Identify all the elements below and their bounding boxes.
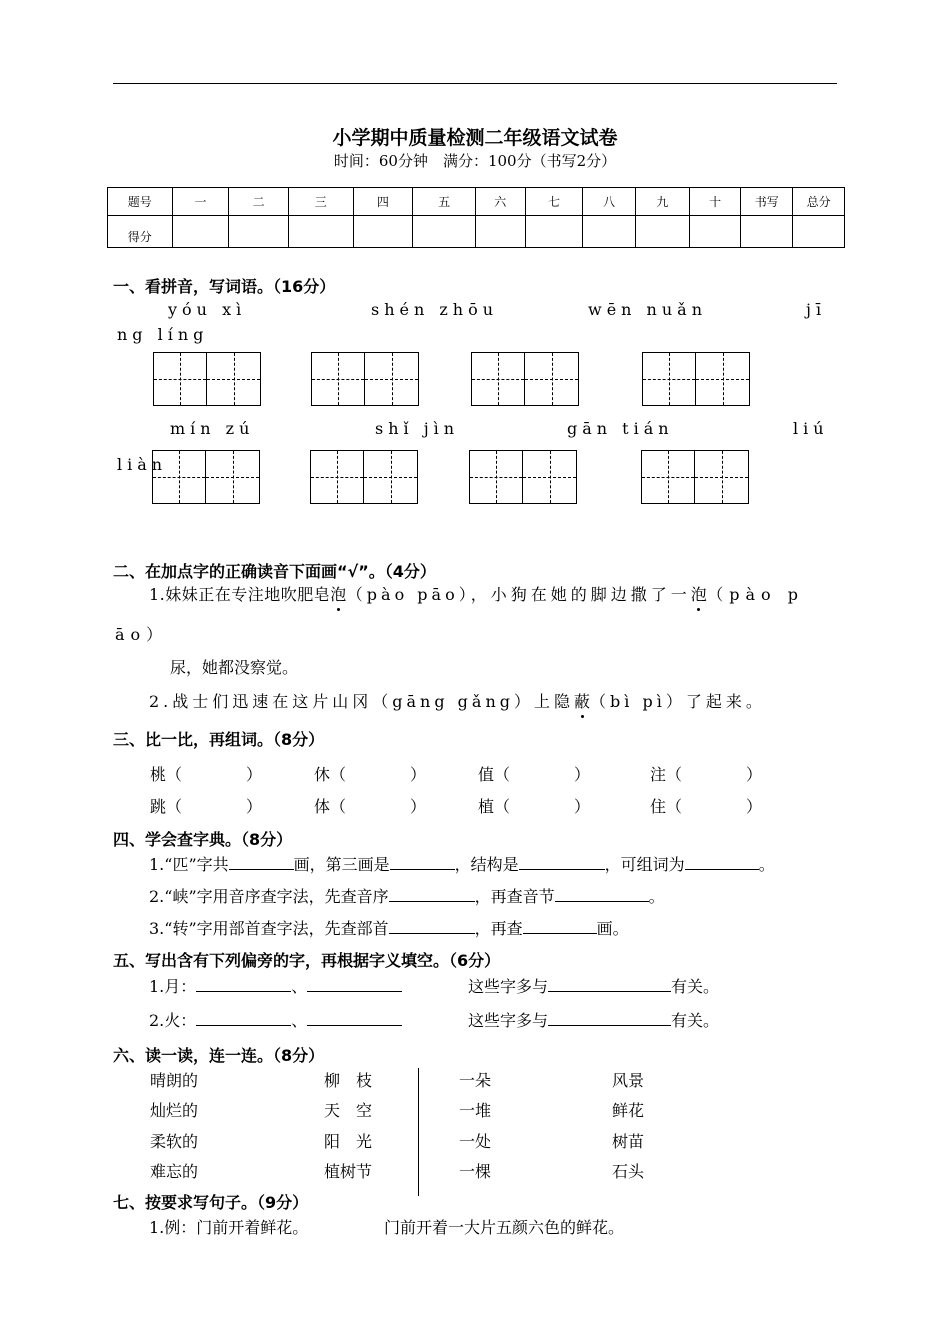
divider-line xyxy=(418,1068,419,1196)
score-row-label: 题号 xyxy=(108,188,173,216)
answer-blank[interactable] xyxy=(307,975,402,992)
answer-blank[interactable] xyxy=(685,853,759,870)
score-cell[interactable] xyxy=(229,216,289,248)
pinyin: wēn nuǎn xyxy=(588,300,708,319)
pinyin: liú xyxy=(793,419,829,438)
answer-blank[interactable] xyxy=(548,975,671,992)
pinyin: jī xyxy=(806,300,827,319)
section7-heading: 七、按要求写句子。（9分） xyxy=(113,1193,309,1212)
match-item[interactable]: 一堆 xyxy=(459,1101,492,1120)
text: 2.“峡”字用音序查字法，先查音序 xyxy=(149,887,389,906)
text: 1.“匹”字共 xyxy=(149,855,229,874)
answer-blank[interactable] xyxy=(389,917,475,934)
compare-item[interactable]: 休（ ） xyxy=(314,765,427,784)
question-line: 尿，她都没察觉。 xyxy=(170,658,299,677)
text: 有关。 xyxy=(671,1011,720,1030)
answer-blank[interactable] xyxy=(523,917,597,934)
question-line xyxy=(149,974,402,997)
writing-box[interactable] xyxy=(152,450,260,504)
section4-heading: 四、学会查字典。（8分） xyxy=(113,830,293,849)
text: （pào p xyxy=(707,585,804,604)
score-cell[interactable] xyxy=(793,216,845,248)
score-col: 二 xyxy=(229,188,289,216)
text: 这些字多与 xyxy=(468,1011,549,1030)
text: 有关。 xyxy=(671,977,720,996)
question-line xyxy=(149,884,665,907)
text: 这些字多与 xyxy=(468,977,549,996)
score-cell[interactable] xyxy=(413,216,476,248)
score-col: 十 xyxy=(689,188,741,216)
question-line xyxy=(468,974,719,997)
text: 2.火： xyxy=(149,1011,197,1030)
score-col: 七 xyxy=(525,188,583,216)
score-cell[interactable] xyxy=(583,216,636,248)
pinyin: shén zhōu xyxy=(371,300,499,319)
pinyin: mín zú xyxy=(170,419,255,438)
match-item[interactable]: 石头 xyxy=(612,1162,645,1181)
match-item[interactable]: 一朵 xyxy=(459,1071,492,1090)
text: 1.妹妹正在专注地吹肥皂 xyxy=(149,585,331,604)
writing-box[interactable] xyxy=(153,352,261,406)
text: 3.“转”字用部首查字法，先查部首 xyxy=(149,919,389,938)
dotted-char: 泡 xyxy=(330,582,347,605)
pinyin: liàn xyxy=(117,455,168,474)
answer-blank[interactable] xyxy=(390,853,455,870)
answer-blank[interactable] xyxy=(555,885,649,902)
score-col: 九 xyxy=(636,188,690,216)
compare-item[interactable]: 跳（ ） xyxy=(150,797,263,816)
compare-item[interactable]: 体（ ） xyxy=(314,797,427,816)
answer-blank[interactable] xyxy=(548,1009,671,1026)
text: 。 xyxy=(648,887,665,906)
question-line xyxy=(149,852,775,875)
compare-item[interactable]: 注（ ） xyxy=(650,765,763,784)
score-row-label: 得分 xyxy=(108,216,173,248)
section5-heading: 五、写出含有下列偏旁的字，再根据字义填空。（6分） xyxy=(113,951,501,970)
match-item[interactable]: 一棵 xyxy=(459,1162,492,1181)
score-cell[interactable] xyxy=(525,216,583,248)
question-line xyxy=(468,1008,719,1031)
match-item[interactable]: 柳 枝 xyxy=(324,1071,373,1090)
text: 。 xyxy=(758,855,775,874)
score-cell[interactable] xyxy=(475,216,525,248)
match-item[interactable]: 一处 xyxy=(459,1132,492,1151)
score-col: 五 xyxy=(413,188,476,216)
section6-heading: 六、读一读，连一连。（8分） xyxy=(113,1046,325,1065)
question-line xyxy=(149,689,766,712)
dotted-char: 蔽 xyxy=(574,689,590,712)
score-col: 总分 xyxy=(793,188,845,216)
text: ，再查音节 xyxy=(474,887,555,906)
score-cell[interactable] xyxy=(353,216,413,248)
compare-item[interactable]: 植（ ） xyxy=(478,797,591,816)
score-table xyxy=(107,187,845,248)
question-line xyxy=(149,1008,402,1031)
text: ，结构是 xyxy=(454,855,519,874)
score-col: 一 xyxy=(172,188,229,216)
compare-item[interactable]: 桃（ ） xyxy=(150,765,263,784)
text: 1.月： xyxy=(149,977,197,996)
score-cell[interactable] xyxy=(636,216,690,248)
score-col: 六 xyxy=(475,188,525,216)
writing-box[interactable] xyxy=(642,352,750,406)
answer-blank[interactable] xyxy=(307,1009,402,1026)
answer-blank[interactable] xyxy=(389,885,475,902)
answer-blank[interactable] xyxy=(519,853,605,870)
section1-heading: 一、看拼音，写词语。（16分） xyxy=(113,277,336,296)
match-item[interactable]: 晴朗的 xyxy=(150,1071,199,1090)
match-item[interactable]: 天 空 xyxy=(324,1101,373,1120)
score-col: 八 xyxy=(583,188,636,216)
text: 画，第三画是 xyxy=(293,855,390,874)
writing-box[interactable] xyxy=(311,352,419,406)
answer-blank[interactable] xyxy=(229,853,294,870)
top-rule xyxy=(113,83,837,84)
text: 画。 xyxy=(596,919,629,938)
page-title: 小学期中质量检测二年级语文试卷 xyxy=(332,127,618,149)
example-sentence: 1.例：门前开着鲜花。 xyxy=(149,1218,309,1237)
pinyin: gān tián xyxy=(567,419,674,438)
writing-box[interactable] xyxy=(641,450,749,504)
match-item[interactable]: 树苗 xyxy=(612,1132,645,1151)
compare-item[interactable]: 值（ ） xyxy=(478,765,591,784)
score-cell[interactable] xyxy=(172,216,229,248)
text: （pào pāo），小狗在她的脚边撒了一 xyxy=(346,585,691,604)
match-item[interactable]: 柔软的 xyxy=(150,1132,199,1151)
pinyin: ng líng xyxy=(117,325,209,344)
writing-box[interactable] xyxy=(471,352,579,406)
score-col: 书写 xyxy=(741,188,793,216)
text: 2.战士们迅速在这片山冈（gāng gǎng）上隐 xyxy=(149,692,575,711)
score-col: 四 xyxy=(353,188,413,216)
text: 、 xyxy=(291,977,308,996)
question-line xyxy=(149,916,629,939)
match-item[interactable]: 灿烂的 xyxy=(150,1101,199,1120)
section3-heading: 三、比一比，再组词。（8分） xyxy=(113,730,325,749)
match-item[interactable]: 阳 光 xyxy=(324,1132,373,1151)
match-item[interactable]: 植树节 xyxy=(324,1162,373,1181)
section2-heading: 二、在加点字的正确读音下面画“√”。（4分） xyxy=(113,562,436,581)
writing-box[interactable] xyxy=(469,450,577,504)
pinyin: yóu xì xyxy=(168,300,247,319)
pinyin: shǐ jìn xyxy=(375,419,460,438)
writing-box[interactable] xyxy=(310,450,418,504)
text: ，再查 xyxy=(474,919,523,938)
text: ，可组词为 xyxy=(604,855,685,874)
match-item[interactable]: 风景 xyxy=(612,1071,645,1090)
score-cell[interactable] xyxy=(741,216,793,248)
example-sentence: 门前开着一大片五颜六色的鲜花。 xyxy=(384,1218,625,1237)
answer-blank[interactable] xyxy=(196,975,291,992)
score-cell[interactable] xyxy=(288,216,353,248)
score-col: 三 xyxy=(288,188,353,216)
score-cell[interactable] xyxy=(689,216,741,248)
text: 、 xyxy=(291,1011,308,1030)
question-line-wrap: āo） xyxy=(115,625,169,644)
match-item[interactable]: 鲜花 xyxy=(612,1101,645,1120)
compare-item[interactable]: 住（ ） xyxy=(650,797,763,816)
page-subtitle: 时间：60分钟 满分：100分（书写2分） xyxy=(333,152,617,170)
answer-blank[interactable] xyxy=(196,1009,291,1026)
text: （bì pì）了起来。 xyxy=(590,692,766,711)
dotted-char: 泡 xyxy=(691,582,708,605)
match-item[interactable]: 难忘的 xyxy=(150,1162,199,1181)
question-line xyxy=(149,582,804,605)
